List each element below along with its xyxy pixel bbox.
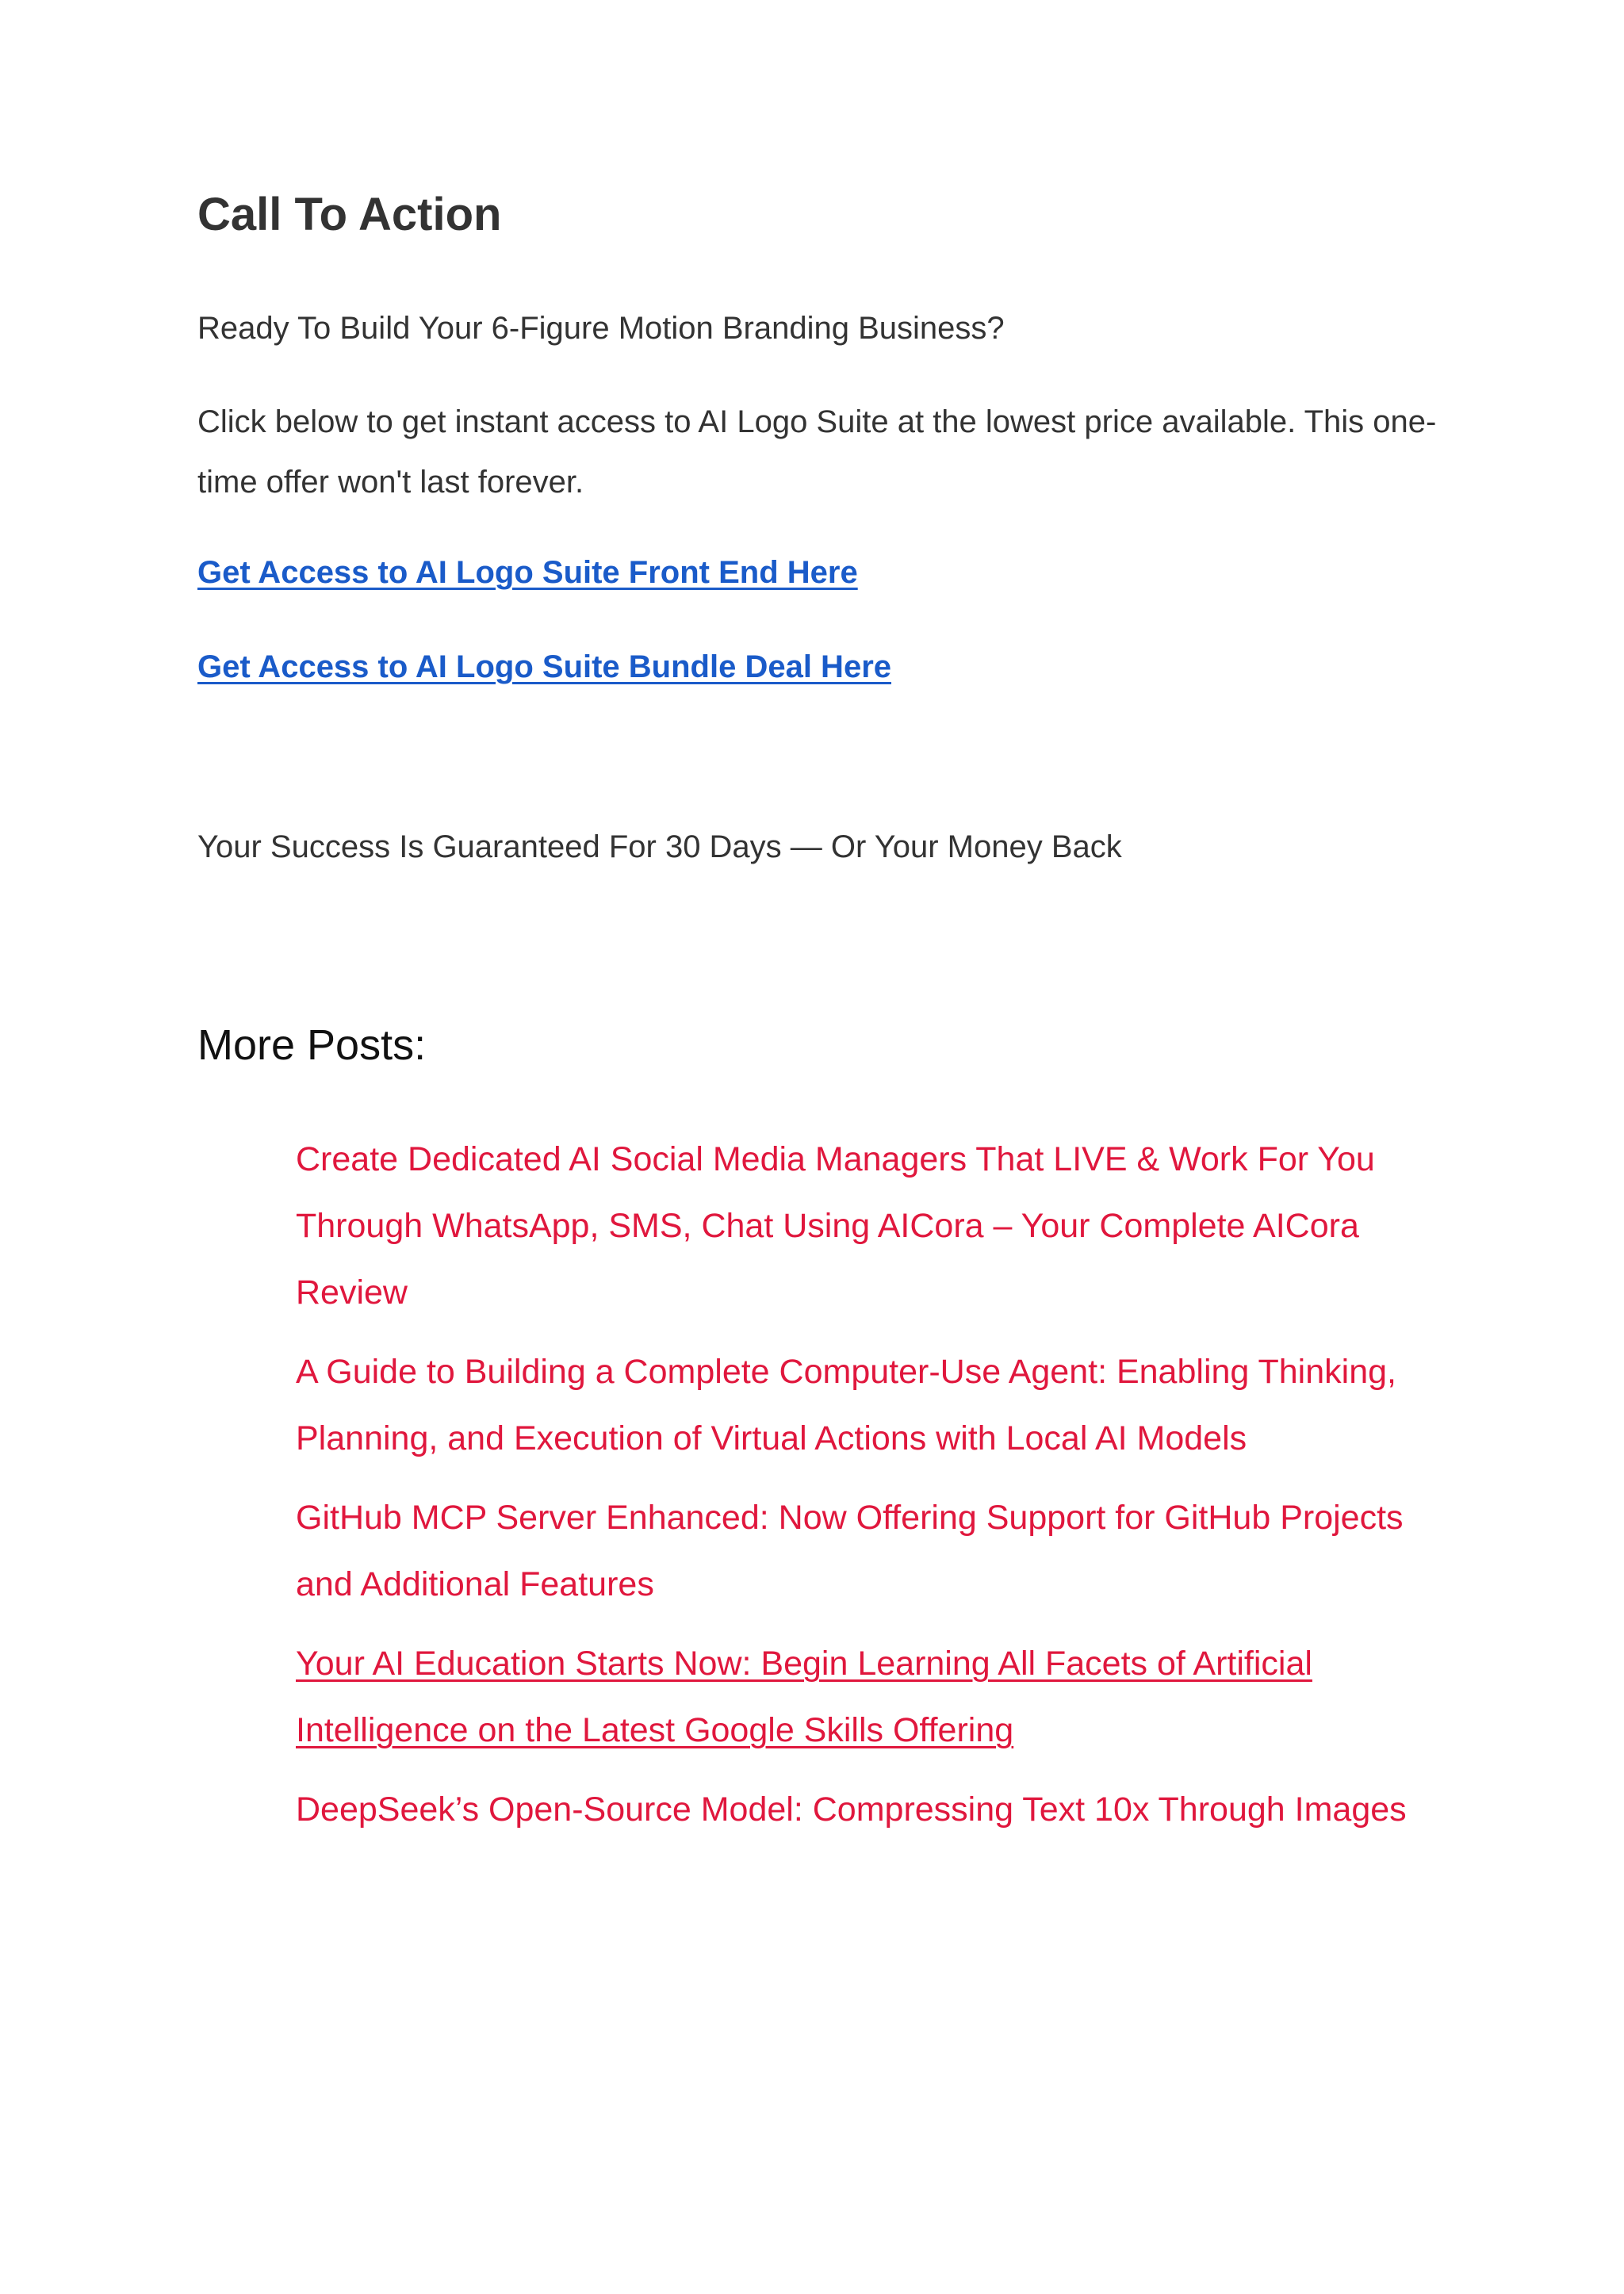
list-item: [296, 1338, 1442, 1472]
list-item: [296, 1776, 1442, 1843]
post-link-computer-use-agent[interactable]: A Guide to Building a Complete Computer-Use Agent: Enabling Thinking, Planning, and Execution of Virtual Actions with Local AI Models: [296, 1353, 1396, 1458]
list-item: [296, 1126, 1442, 1326]
list-item: [296, 1630, 1442, 1764]
post-link-google-skills[interactable]: Your AI Education Starts Now: Begin Learning All Facets of Artificial Intelligence on the Latest Google Skills Offering: [296, 1645, 1312, 1750]
more-posts-list: [197, 1126, 1442, 1843]
offer-text: Click below to get instant access to AI Logo Suite at the lowest price available. This one-time offer won't last forever.: [197, 404, 1437, 500]
intro-text: Ready To Build Your 6-Figure Motion Branding Business?: [197, 310, 1005, 346]
page-title: Call To Action: [197, 189, 502, 240]
list-item: [296, 1484, 1442, 1618]
more-posts-heading: More Posts:: [197, 1021, 427, 1069]
post-link-deepseek[interactable]: DeepSeek’s Open-Source Model: Compressing Text 10x Through Images: [296, 1790, 1407, 1829]
bundle-deal-link[interactable]: Get Access to AI Logo Suite Bundle Deal Here: [197, 649, 891, 684]
main-content: [197, 187, 1442, 1855]
guarantee-text: Your Success Is Guaranteed For 30 Days — Or Your Money Back: [197, 829, 1122, 864]
post-link-github-mcp[interactable]: GitHub MCP Server Enhanced: Now Offering Support for GitHub Projects and Additional Features: [296, 1499, 1404, 1604]
front-end-link[interactable]: Get Access to AI Logo Suite Front End Here: [197, 554, 858, 590]
post-link-aicora[interactable]: Create Dedicated AI Social Media Managers That LIVE & Work For You Through WhatsApp, SMS, Chat Using AICora – Your Complete AICora Review: [296, 1140, 1375, 1312]
